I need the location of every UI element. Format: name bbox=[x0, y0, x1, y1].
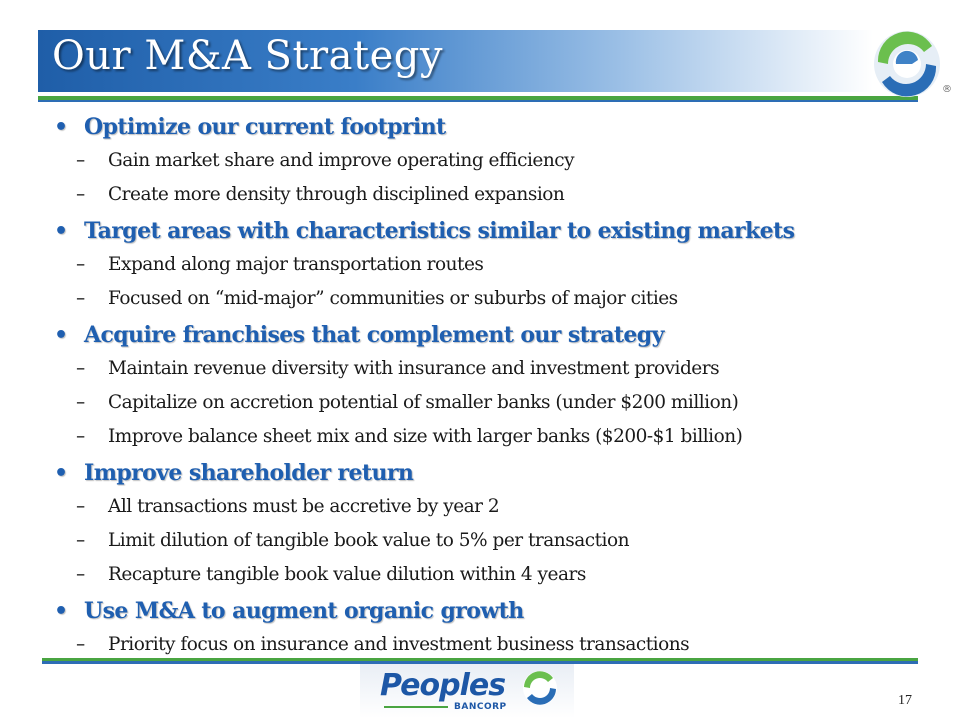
bullet-item bbox=[50, 114, 930, 150]
sub-item-text: Maintain revenue diversity with insurance and investment providers bbox=[108, 358, 720, 379]
sub-item bbox=[50, 392, 930, 426]
brand-name: Peoples bbox=[380, 668, 506, 703]
dash-icon: – bbox=[76, 358, 85, 379]
bullet-heading: Optimize our current footprint bbox=[84, 114, 446, 140]
bullet-item bbox=[50, 218, 930, 254]
sub-item bbox=[50, 426, 930, 460]
sub-item-text: All transactions must be accretive by year 2 bbox=[108, 496, 500, 517]
bullet-icon: • bbox=[54, 323, 68, 348]
brand-sub: BANCORP bbox=[454, 702, 507, 712]
bullet-icon: • bbox=[54, 115, 68, 140]
dash-icon: – bbox=[76, 496, 85, 517]
bullet-item bbox=[50, 598, 930, 634]
dash-icon: – bbox=[76, 288, 85, 309]
bullet-heading: Acquire franchises that complement our strategy bbox=[84, 322, 664, 348]
slide-title: Our M&A Strategy bbox=[52, 33, 443, 79]
dash-icon: – bbox=[76, 392, 85, 413]
dash-icon: – bbox=[76, 530, 85, 551]
sub-item-text: Focused on “mid-major” communities or suburbs of major cities bbox=[108, 288, 678, 309]
dash-icon: – bbox=[76, 564, 85, 585]
sub-item bbox=[50, 564, 930, 598]
sub-item bbox=[50, 184, 930, 218]
sub-item-text: Expand along major transportation routes bbox=[108, 254, 484, 275]
sub-item bbox=[50, 254, 930, 288]
sub-item bbox=[50, 358, 930, 392]
sub-item-text: Recapture tangible book value dilution within 4 years bbox=[108, 564, 586, 585]
sub-item-text: Limit dilution of tangible book value to 5% per transaction bbox=[108, 530, 630, 551]
sub-item bbox=[50, 496, 930, 530]
sub-item bbox=[50, 288, 930, 322]
sub-item-text: Improve balance sheet mix and size with larger banks ($200-$1 billion) bbox=[108, 426, 743, 447]
bullet-heading: Use M&A to augment organic growth bbox=[84, 598, 524, 624]
page-number: 17 bbox=[898, 693, 912, 708]
bullet-item bbox=[50, 322, 930, 358]
bullet-icon: • bbox=[54, 461, 68, 486]
bullet-icon: • bbox=[54, 219, 68, 244]
brand-swirl-icon bbox=[520, 668, 560, 708]
sub-item-text: Priority focus on insurance and investment business transactions bbox=[108, 634, 690, 655]
sub-item-text: Create more density through disciplined expansion bbox=[108, 184, 565, 205]
company-logo-icon bbox=[870, 26, 945, 101]
sub-item bbox=[50, 530, 930, 564]
title-divider-blue bbox=[38, 100, 918, 102]
dash-icon: – bbox=[76, 634, 85, 655]
bullet-icon: • bbox=[54, 599, 68, 624]
sub-item-text: Gain market share and improve operating efficiency bbox=[108, 150, 575, 171]
dash-icon: – bbox=[76, 426, 85, 447]
dash-icon: – bbox=[76, 150, 85, 171]
bullet-list bbox=[50, 114, 930, 668]
bullet-heading: Improve shareholder return bbox=[84, 460, 414, 486]
bullet-item bbox=[50, 460, 930, 496]
sub-item-text: Capitalize on accretion potential of smaller banks (under $200 million) bbox=[108, 392, 739, 413]
footer-logo bbox=[360, 664, 574, 718]
dash-icon: – bbox=[76, 184, 85, 205]
sub-item bbox=[50, 150, 930, 184]
registered-mark: ® bbox=[942, 84, 952, 95]
bullet-heading: Target areas with characteristics similar to existing markets bbox=[84, 218, 795, 244]
brand-underline bbox=[384, 706, 448, 708]
dash-icon: – bbox=[76, 254, 85, 275]
